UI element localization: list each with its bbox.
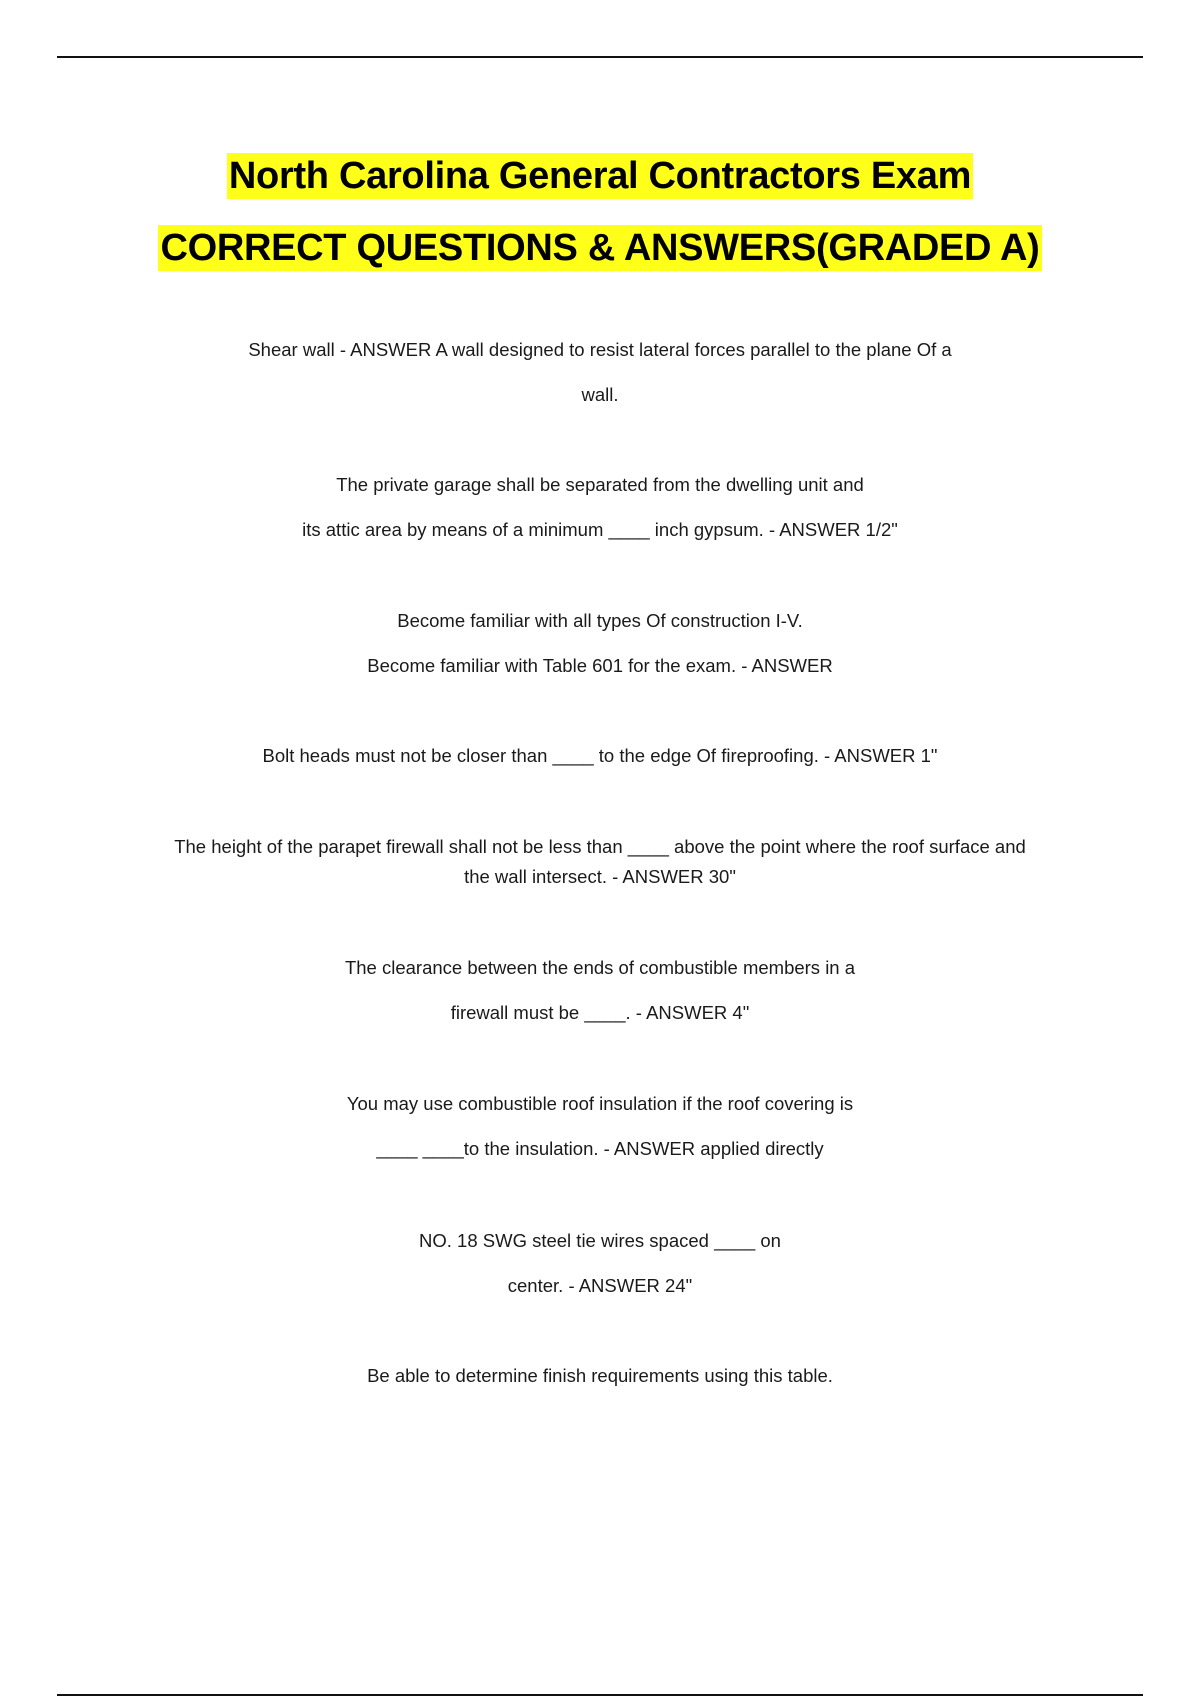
qa-entry-construction-types — [140, 598, 1060, 688]
entry-line: the wall intersect. - ANSWER 30" — [464, 866, 736, 887]
entry-line: firewall must be ____. - ANSWER 4" — [450, 1002, 750, 1023]
entry-line: NO. 18 SWG steel tie wires spaced ____ on — [419, 1230, 781, 1251]
qa-entry-tie-wires — [140, 1218, 1060, 1308]
entry-line: wall. — [581, 384, 619, 405]
entry-line: its attic area by means of a minimum ____ inch gypsum. - ANSWER 1/2" — [302, 519, 898, 540]
entry-line: The clearance between the ends of combustible members in a — [344, 957, 856, 978]
title-line-2: CORRECT QUESTIONS & ANSWERS(GRADED A) — [160, 227, 1040, 269]
entry-line: The private garage shall be separated from the dwelling unit and — [336, 474, 864, 495]
footer-rule — [57, 1694, 1143, 1696]
entry-line: Bolt heads must not be closer than ____ to the edge Of fireproofing. - ANSWER 1" — [262, 745, 938, 766]
entry-line: center. - ANSWER 24" — [507, 1275, 693, 1296]
qa-entry-roof-insulation — [140, 1081, 1060, 1171]
entry-line: Become familiar with Table 601 for the exam. - ANSWER — [367, 655, 833, 676]
qa-entry-finish-requirements — [140, 1353, 1060, 1398]
qa-entry-combustible-clearance — [140, 945, 1060, 1035]
qa-entry-bolt-heads — [140, 733, 1060, 778]
entry-line: ____ ____to the insulation. - ANSWER applied directly — [376, 1138, 824, 1159]
entry-line: Be able to determine finish requirements using this table. — [367, 1365, 833, 1386]
entry-line: Become familiar with all types Of construction I-V. — [397, 610, 803, 631]
document-title — [0, 144, 1200, 288]
entry-line: You may use combustible roof insulation if the roof covering is — [346, 1093, 854, 1114]
header-rule — [57, 56, 1143, 58]
qa-entry-private-garage — [140, 462, 1060, 552]
qa-entry-shear-wall — [140, 327, 1060, 417]
title-line-1: North Carolina General Contractors Exam — [228, 155, 972, 197]
qa-entry-parapet-firewall — [130, 832, 1070, 892]
entry-line: The height of the parapet firewall shall not be less than ____ above the point where the roof surface and — [174, 836, 1026, 857]
entry-line: Shear wall - ANSWER A wall designed to resist lateral forces parallel to the plane Of a — [248, 339, 952, 360]
